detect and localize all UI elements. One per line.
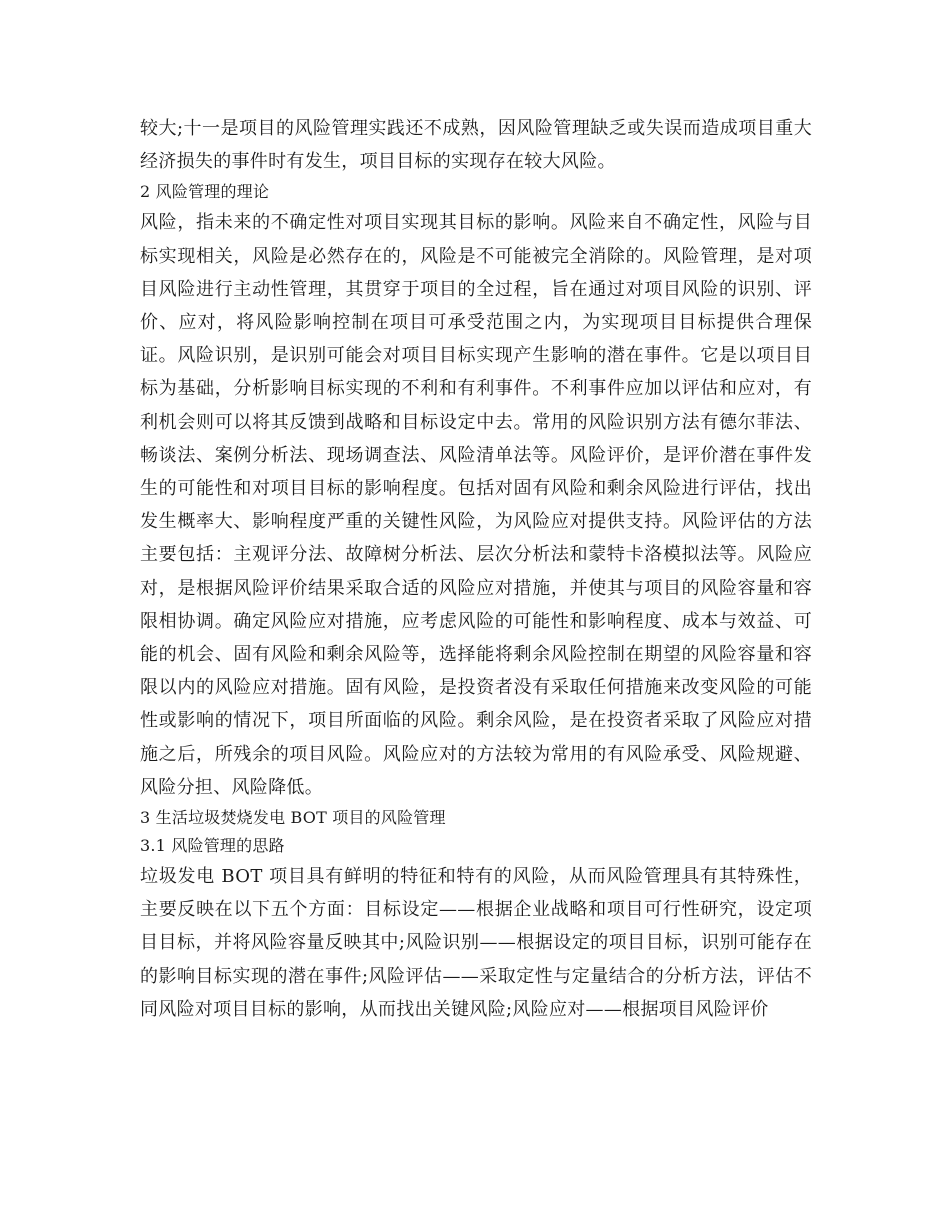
paragraph-risk-approach: 垃圾发电 BOT 项目具有鲜明的特征和特有的风险，从而风险管理具有其特殊性，主要反映在以下五个方面：目标设定——根据企业战略和项目可行性研究，设定项目目标，并将风险容量反映其中;风险识别——根据设定的项目目标，识别可能存在的影响目标实现的潜在事件;风险评估——采取定性与定量结合的分析方法，评估不同风险对项目目标的影响，从而找出关键风险;风险应对——根据项目风险评价 [140, 866, 812, 1020]
paragraph-risk-theory: 风险，指未来的不确定性对项目实现其目标的影响。风险来自不确定性，风险与目标实现相关，风险是必然存在的，风险是不可能被完全消除的。风险管理，是对项目风险进行主动性管理，其贯穿于项目的全过程，旨在通过对项目风险的识别、评价、应对，将风险影响控制在项目可承受范围之内，为实现项目目标提供合理保证。风险识别，是识别可能会对项目目标实现产生影响的潜在事件。它是以项目目标为基础，分析影响目标实现的不利和有利事件。不利事件应加以评估和应对，有利机会则可以将其反馈到战略和目标设定中去。常用的风险识别方法有德尔菲法、畅谈法、案例分析法、现场调查法、风险清单法等。风险评价，是评价潜在事件发生的可能性和对项目目标的影响程度。包括对固有风险和剩余风险进行评估，找出发生概率大、影响程度严重的关键性风险，为风险应对提供支持。风险评估的方法主要包括：主观评分法、故障树分析法、层次分析法和蒙特卡洛模拟法等。风险应对，是根据风险评价结果采取合适的风险应对措施，并使其与项目的风险容量和容限相协调。确定风险应对措施，应考虑风险的可能性和影响程度、成本与效益、可能的机会、固有风险和剩余风险等，选择能将剩余风险控制在期望的风险容量和容限以内的风险应对措施。固有风险，是投资者没有采取任何措施来改变风险的可能性或影响的情况下，项目所面临的风险。剩余风险，是在投资者采取了风险应对措施之后，所残余的项目风险。风险应对的方法较为常用的有风险承受、风险规避、风险分担、风险降低。 [140, 212, 812, 798]
section-heading-2: 2 风险管理的理论 [140, 182, 270, 202]
document-body [140, 112, 812, 1026]
paragraph-intro-continuation: 较大;十一是项目的风险管理实践还不成熟，因风险管理缺乏或失误而造成项目重大经济损失的事件时有发生，项目目标的实现存在较大风险。 [140, 118, 812, 173]
section-heading-3: 3 生活垃圾焚烧发电 BOT 项目的风险管理 [140, 808, 446, 828]
subsection-heading-3-1: 3.1 风险管理的思路 [140, 836, 285, 856]
